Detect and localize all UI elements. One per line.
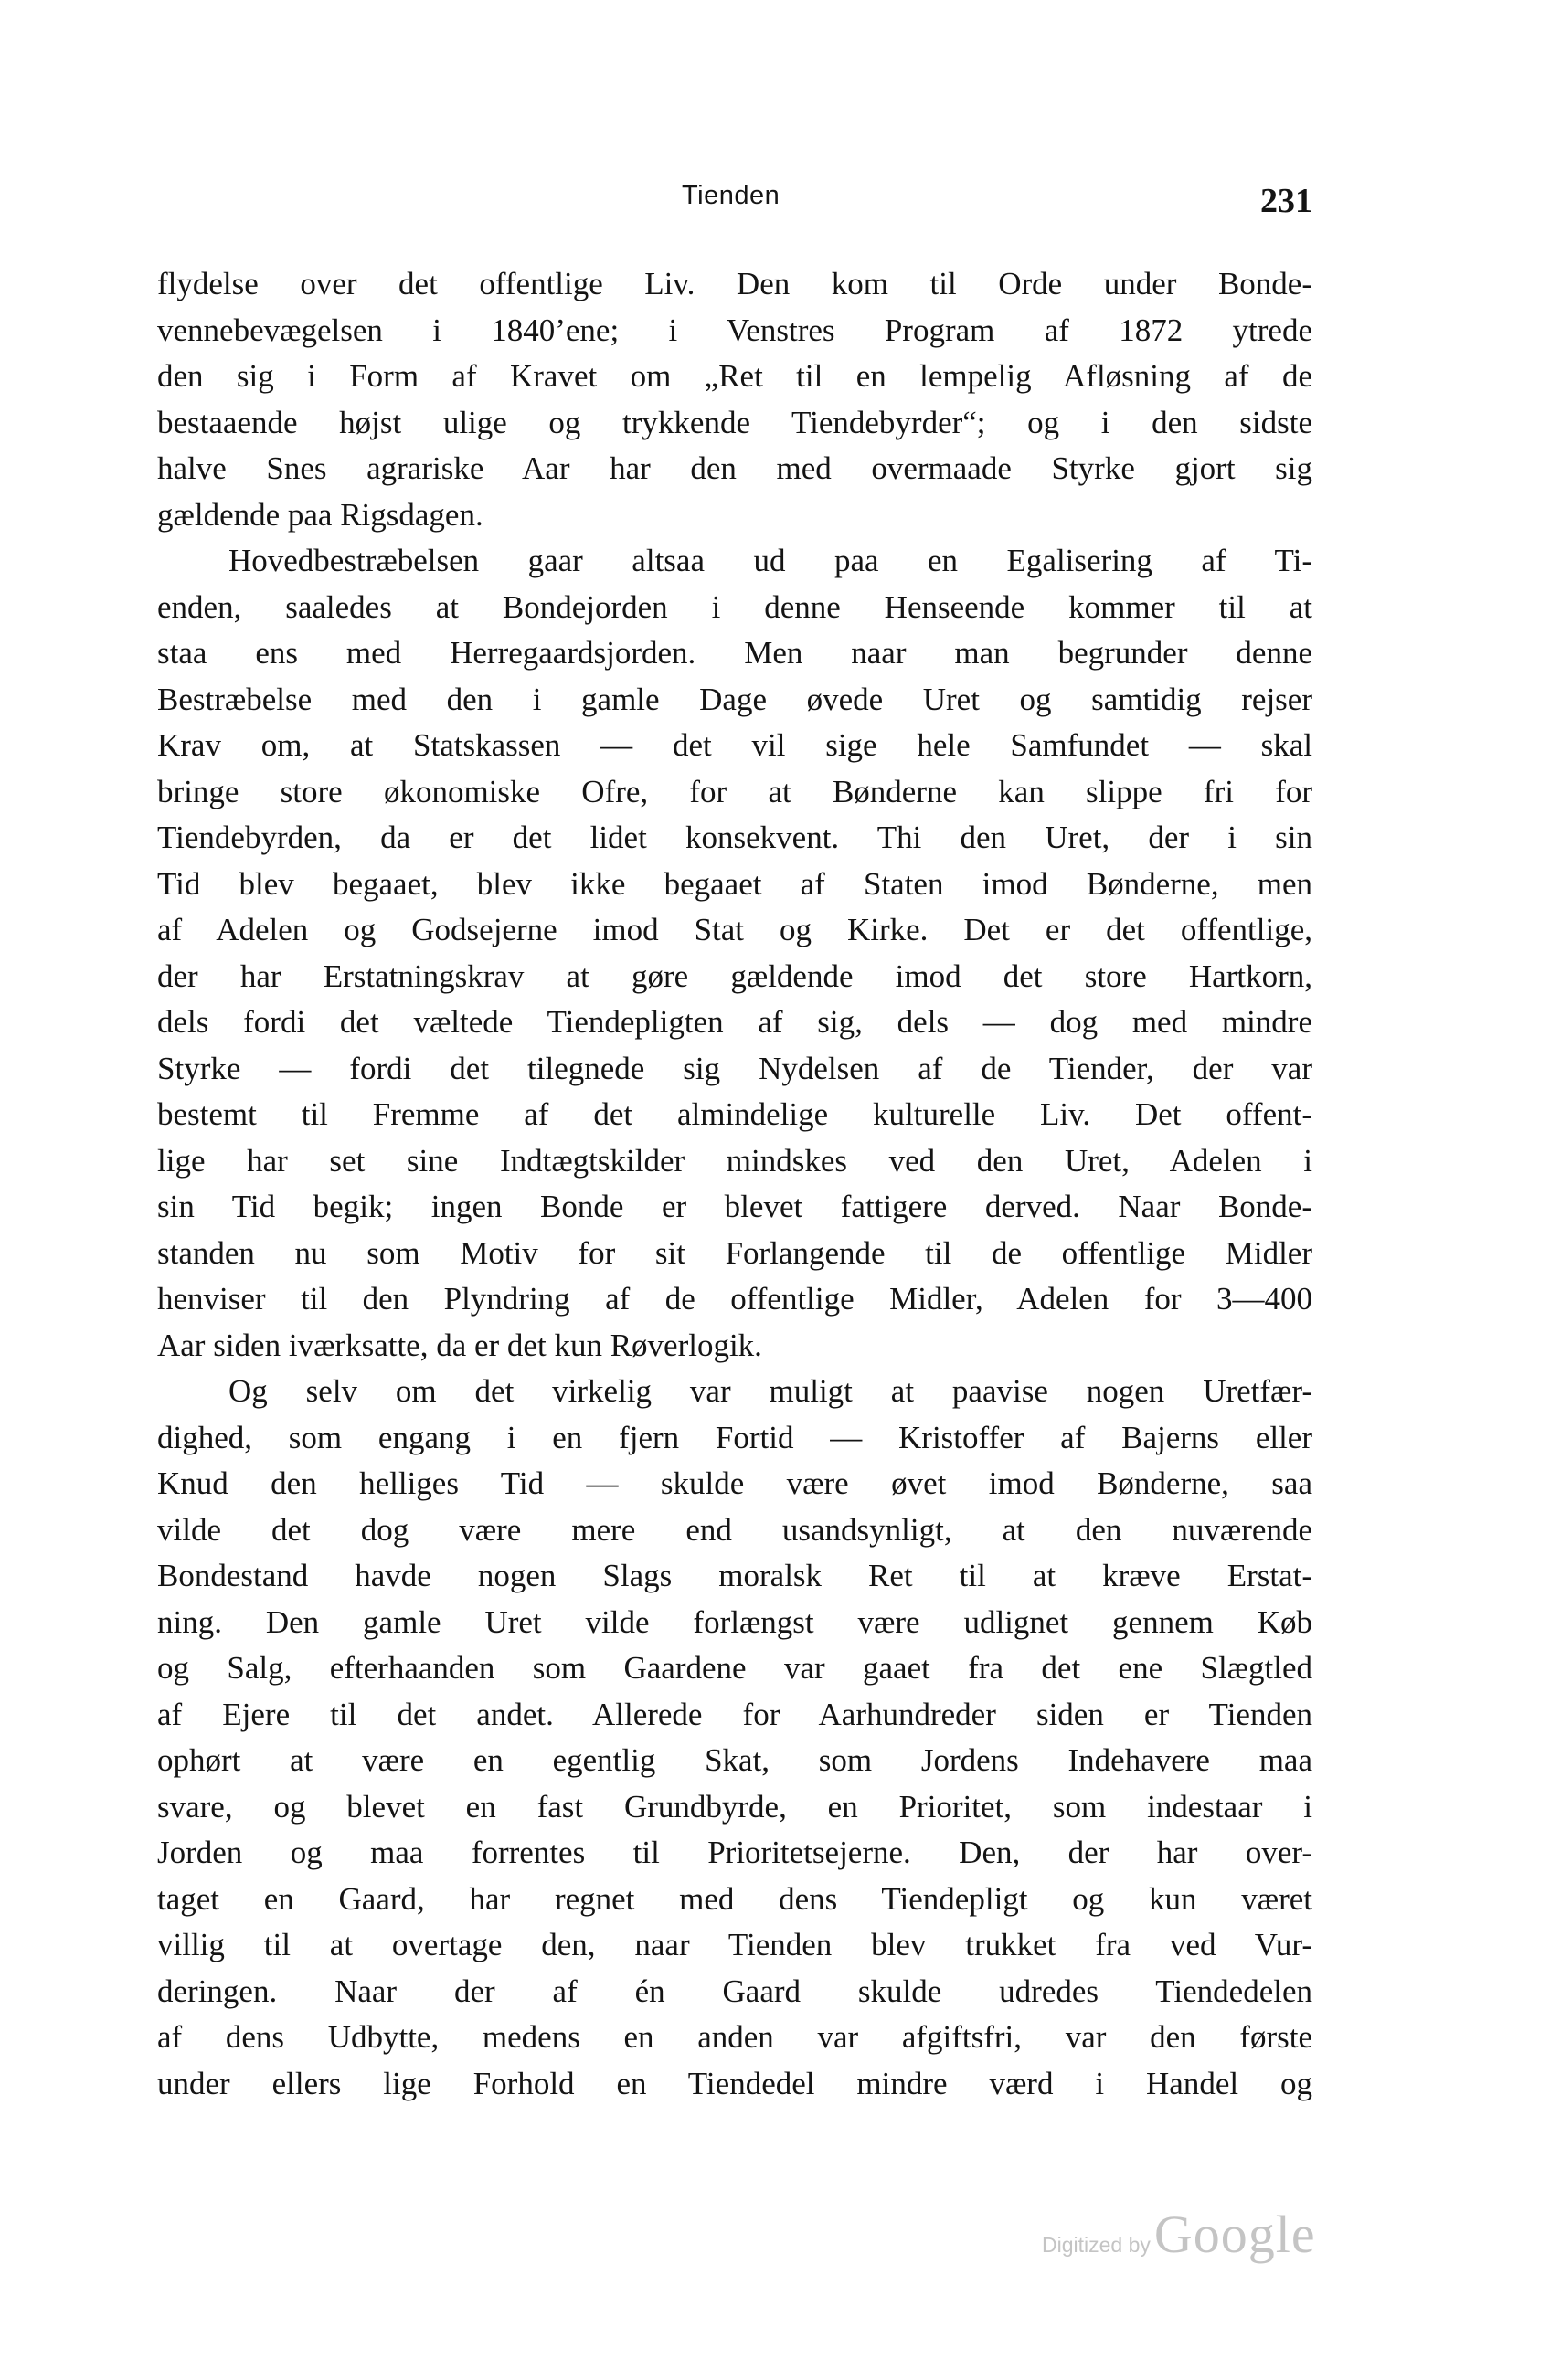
- text-line: Krav om, at Statskassen — det vil sige hele Samfundet — skal: [157, 727, 1312, 763]
- text-line: ophørt at være en egentlig Skat, som Jordens Indehavere maa: [157, 1742, 1312, 1778]
- text-line: Bondestand havde nogen Slags moralsk Ret til at kræve Erstat-: [157, 1558, 1312, 1593]
- text-line: af dens Udbytte, medens en anden var afgiftsfri, var den første: [157, 2019, 1312, 2055]
- text-line: af Adelen og Godsejerne imod Stat og Kirke. Det er det offentlige,: [157, 912, 1312, 947]
- text-line: henviser til den Plyndring af de offentlige Midler, Adelen for 3—400: [157, 1281, 1312, 1317]
- digitized-by-label: Digitized by: [1042, 2233, 1151, 2257]
- text-line: bringe store økonomiske Ofre, for at Bønderne kan slippe fri for: [157, 773, 1312, 809]
- running-title: Tienden: [682, 181, 780, 210]
- text-line: ning. Den gamle Uret vilde forlængst være udlignet gennem Køb: [157, 1603, 1312, 1640]
- text-line: Bestræbelse med den i gamle Dage øvede Uret og samtidig rejser: [157, 681, 1312, 717]
- text-line: Tiendebyrden, da er det lidet konsekvent. Thi den Uret, der i sin: [157, 820, 1312, 855]
- text-line: Styrke — fordi det tilegnede sig Nydelsen af de Tiender, der var: [157, 1050, 1312, 1086]
- page-number: 231: [1260, 182, 1312, 220]
- text-line: der har Erstatningskrav at gøre gældende imod det store Hartkorn,: [157, 957, 1312, 994]
- text-line: svare, og blevet en fast Grundbyrde, en Prioritet, som indestaar i: [157, 1788, 1312, 1825]
- text-line: flydelse over det offentlige Liv. Den kom til Orde under Bonde-: [157, 266, 1312, 301]
- text-line: staa ens med Herregaardsjorden. Men naar man begrunder denne: [157, 635, 1312, 671]
- text-line: bestaaende højst ulige og trykkende Tiendebyrder“; og i den sidste: [157, 404, 1312, 440]
- text-line: sin Tid begik; ingen Bonde er blevet fattigere derved. Naar Bonde-: [157, 1189, 1312, 1224]
- text-line: halve Snes agrariske Aar har den med overmaade Styrke gjort sig: [157, 450, 1312, 486]
- text-line: Knud den helliges Tid — skulde være øvet imod Bønderne, saa: [157, 1465, 1312, 1501]
- google-wordmark: Google: [1153, 2205, 1316, 2264]
- text-line: den sig i Form af Kravet om „Ret til en lempelig Afløsning af de: [157, 358, 1312, 394]
- running-head: [0, 181, 1550, 220]
- text-line: bestemt til Fremme af det almindelige kulturelle Liv. Det offent-: [157, 1096, 1312, 1132]
- text-line: under ellers lige Forhold en Tiendedel mindre værd i Handel og: [157, 2065, 1312, 2101]
- text-line: Jorden og maa forrentes til Prioritetsejerne. Den, der har over-: [157, 1835, 1312, 1870]
- body-text: [157, 261, 1312, 2107]
- text-line: dighed, som engang i en fjern Fortid — Kristoffer af Bajerns eller: [157, 1419, 1312, 1455]
- text-line: gældende paa Rigsdagen.: [157, 496, 483, 533]
- text-line: vilde det dog være mere end usandsynligt, at den nuværende: [157, 1511, 1312, 1548]
- text-line: lige har set sine Indtægtskilder mindskes ved den Uret, Adelen i: [157, 1142, 1312, 1179]
- text-line: og Salg, efterhaanden som Gaardene var gaaet fra det ene Slægtled: [157, 1650, 1312, 1686]
- text-line: dels fordi det væltede Tiendepligten af sig, dels — dog med mindre: [157, 1004, 1312, 1040]
- text-line: deringen. Naar der af én Gaard skulde udredes Tiendedelen: [157, 1973, 1312, 2009]
- digitized-by-google-watermark: [1042, 2204, 1353, 2277]
- text-line: Aar siden iværksatte, da er det kun Røverlogik.: [157, 1327, 762, 1363]
- text-line: Hovedbestræbelsen gaar altsaa ud paa en Egalisering af Ti-: [228, 543, 1312, 578]
- text-line: Tid blev begaaet, blev ikke begaaet af Staten imod Bønderne, men: [157, 865, 1312, 902]
- text-line: vennebevægelsen i 1840’ene; i Venstres Program af 1872 ytrede: [157, 312, 1312, 348]
- text-line: standen nu som Motiv for sit Forlangende til de offentlige Midler: [157, 1234, 1312, 1271]
- text-line: enden, saaledes at Bondejorden i denne Henseende kommer til at: [157, 588, 1312, 625]
- text-line: taget en Gaard, har regnet med dens Tiendepligt og kun været: [157, 1880, 1312, 1917]
- text-line: af Ejere til det andet. Allerede for Aarhundreder siden er Tienden: [157, 1696, 1312, 1732]
- text-line: villig til at overtage den, naar Tienden blev trukket fra ved Vur-: [157, 1927, 1312, 1962]
- text-line: Og selv om det virkelig var muligt at paavise nogen Uretfær-: [228, 1373, 1312, 1409]
